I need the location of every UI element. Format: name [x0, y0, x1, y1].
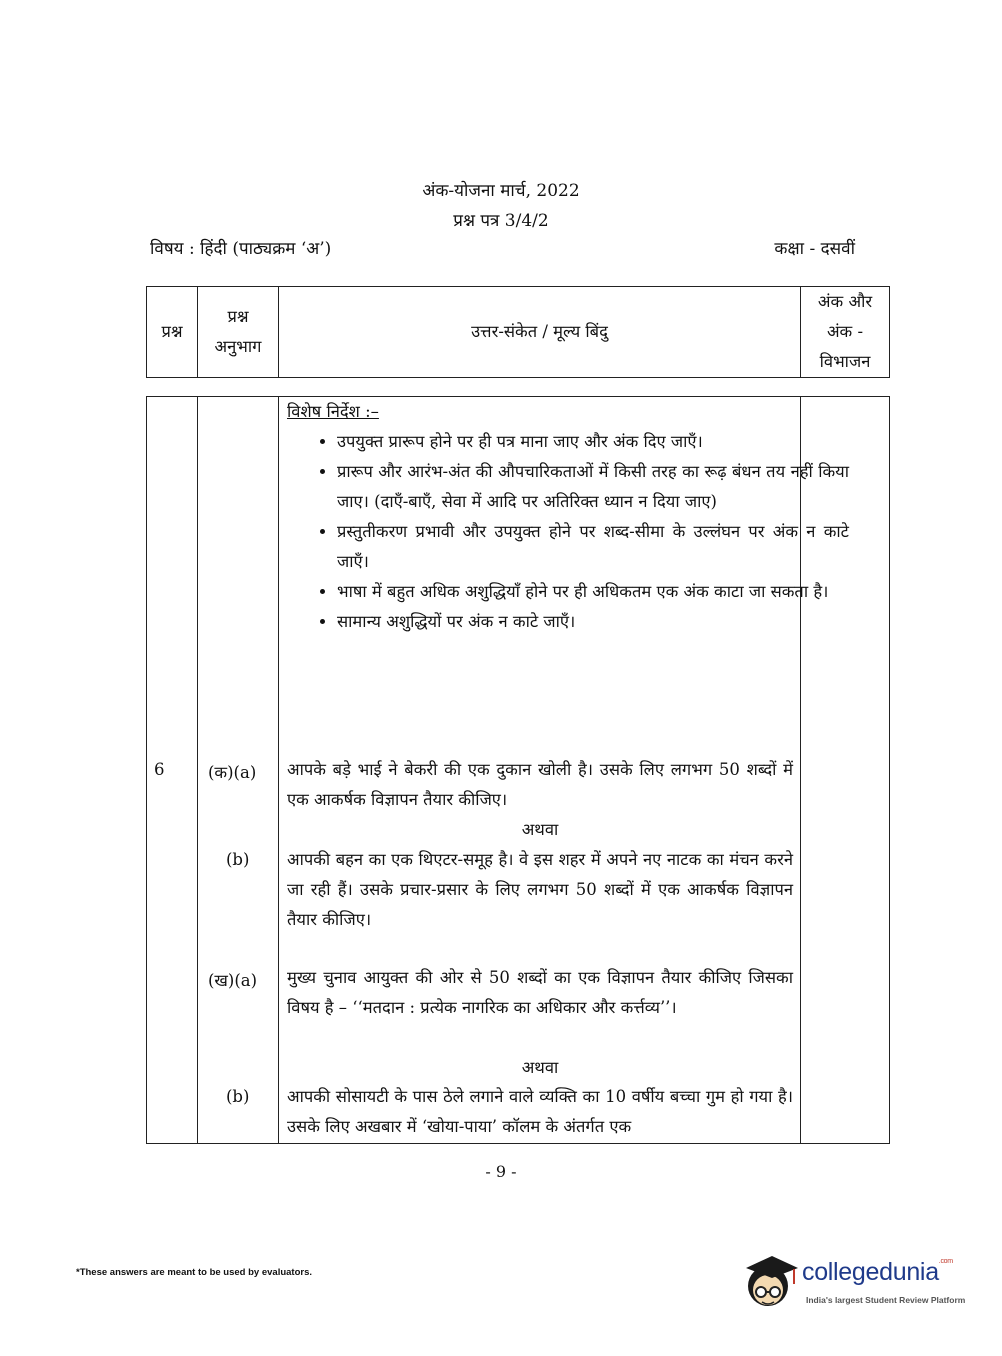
answer-table [146, 396, 890, 1144]
col-section-line2: अनुभाग [214, 337, 262, 356]
col-answer: उत्तर-संकेत / मूल्य बिंदु [279, 287, 801, 378]
question-number-cell [147, 397, 198, 1144]
answer-cell [279, 397, 849, 1144]
list-item: • भाषा में बहुत अधिक अशुद्धियाँ होने पर ही अधिकतम एक अंक काटा जा सकता है। [337, 577, 849, 607]
subject: विषय : हिंदी (पाठ्यक्रम ‘अ’) [150, 239, 332, 259]
col-marks-line1: अंक और [817, 292, 873, 311]
or-separator: अथवा [521, 1058, 559, 1077]
section-cell [198, 397, 279, 1144]
part-label: (क)(a) [208, 763, 257, 782]
logo-name [802, 1258, 953, 1287]
question-text: आपकी सोसायटी के पास ठेले लगाने वाले व्यक्ति का 10 वर्षीय बच्चा गुम हो गया है। उसके लिए अखबार में ‘खोया-पाया’ कॉलम के अंतर्गत एक [287, 1087, 793, 1136]
part-label: (ख)(a) [208, 971, 258, 990]
question-text: मुख्य चुनाव आयुक्त की ओर से 50 शब्दों का एक विज्ञापन तैयार कीजिए जिसका विषय है – ‘‘मतदान : प्रत्येक नागरिक का अधिकार और कर्त्तव्य’’। [287, 968, 793, 1017]
col-marks [801, 287, 890, 378]
question-text: आपके बड़े भाई ने बेकरी की एक दुकान खोली है। उसके लिए लगभग 50 शब्दों में एक आकर्षक विज्ञापन तैयार कीजिए। [287, 760, 793, 809]
instructions-list [287, 427, 849, 637]
list-item: • उपयुक्त प्रारूप होने पर ही पत्र माना जाए और अंक दिए जाएँ। [337, 427, 849, 457]
col-section [198, 287, 279, 378]
logo-name-text: collegedunia [802, 1258, 939, 1286]
paper-code: प्रश्न पत्र 3/4/2 [453, 211, 549, 231]
document-title: अंक-योजना मार्च, 2022 [422, 181, 580, 201]
mascot-icon [742, 1250, 800, 1316]
col-question: प्रश्न [147, 287, 198, 378]
list-item: • सामान्य अशुद्धियों पर अंक न काटे जाएँ। [337, 607, 849, 637]
question-number: 6 [154, 760, 165, 779]
logo-tagline: India's largest Student Review Platform [806, 1295, 966, 1305]
list-item: • प्रारूप और आरंभ-अंत की औपचारिकताओं में किसी तरह का रूढ़ बंधन तय नहीं किया जाए। (दाएँ-बाएँ, सेवा में आदि पर अतिरिक्त ध्यान न दिया जाए) [337, 457, 849, 517]
footnote: *These answers are meant to be used by evaluators. [76, 1267, 313, 1278]
logo-suffix: .com [938, 1258, 953, 1265]
col-marks-line3: विभाजन [819, 352, 871, 371]
subject-line [150, 236, 855, 259]
instructions-title: विशेष निर्देश :– [287, 402, 379, 421]
or-separator: अथवा [521, 820, 559, 839]
collegedunia-logo [742, 1250, 972, 1316]
page-number: - 9 - [485, 1162, 517, 1181]
list-item: • प्रस्तुतीकरण प्रभावी और उपयुक्त होने पर शब्द-सीमा के उल्लंघन पर अंक न काटे जाएँ। [337, 517, 849, 577]
part-label: (b) [226, 850, 250, 869]
col-section-line1: प्रश्न [227, 307, 249, 326]
class-label: कक्षा - दसवीं [774, 239, 855, 259]
table-header [146, 286, 890, 378]
part-label: (b) [226, 1087, 250, 1106]
question-text: आपकी बहन का एक थिएटर-समूह है। वे इस शहर में अपने नए नाटक का मंचन करने जा रही हैं। उसके प्रचार-प्रसार के लिए लगभग 50 शब्दों में एक आकर्षक विज्ञापन तैयार कीजिए। [287, 850, 793, 929]
col-marks-line2: अंक - [826, 322, 864, 341]
